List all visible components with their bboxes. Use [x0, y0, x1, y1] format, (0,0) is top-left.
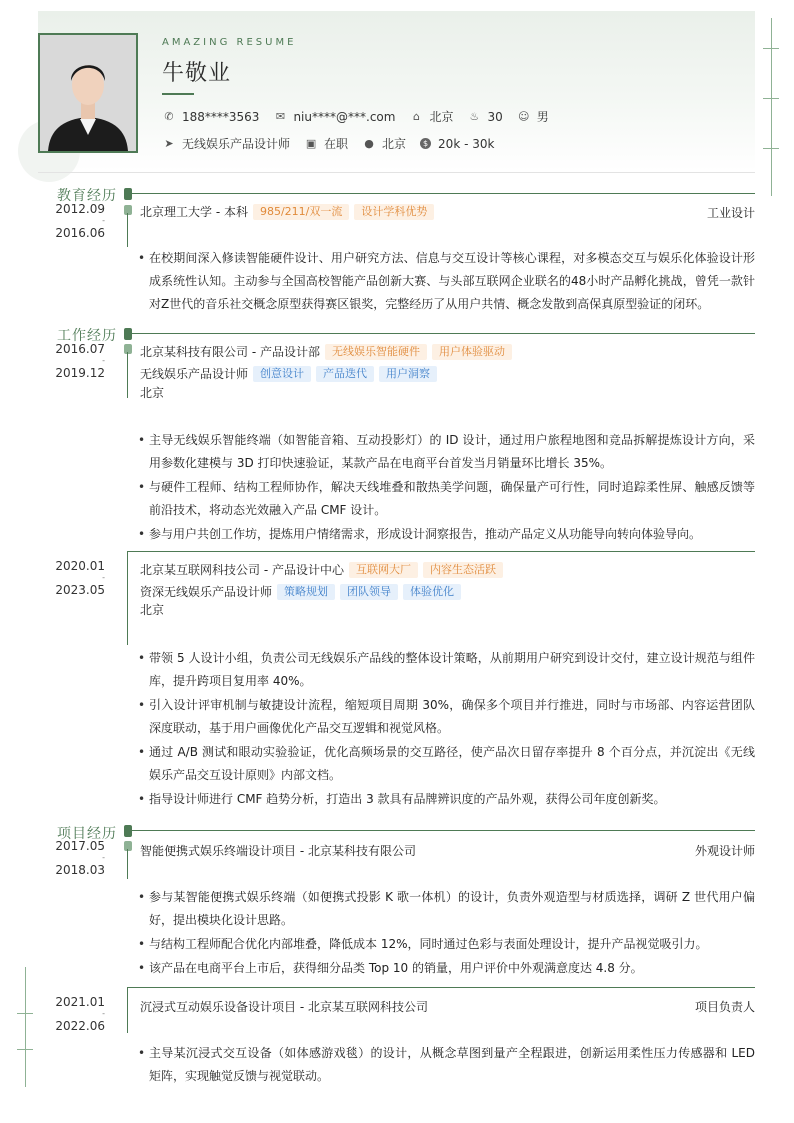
- list-item: • 与结构工程师配合优化内部堆叠，降低成本 12%，同时通过色彩与表面处理设计，提升产品视觉吸引力。: [138, 933, 755, 956]
- age-text: 30: [487, 109, 503, 124]
- section-marker: [124, 328, 132, 340]
- timeline-line: [127, 551, 128, 645]
- work1-company-row: [140, 343, 512, 360]
- date-separator: -: [102, 573, 105, 582]
- timeline-line: [127, 213, 128, 247]
- send-icon: ➤: [164, 137, 174, 150]
- edu-start-date: 2012.09: [55, 202, 105, 216]
- entry-divider: [128, 987, 755, 988]
- work2-role: 资深无线娱乐产品设计师: [140, 585, 273, 599]
- work1-company: 北京某科技有限公司 - 产品设计部: [140, 345, 320, 359]
- list-item: • 主导无线娱乐智能终端（如智能音箱、互动投影灯）的 ID 设计，通过用户旅程地图和竞品拆解提炼设计方向，采用参数化建模与 3D 打印快速验证，某款产品在电商平台首发当月销量环比增长 35%。: [138, 429, 755, 475]
- role-tag: 产品迭代: [316, 366, 374, 382]
- timeline-line: [127, 987, 128, 1033]
- work1-end-date: 2019.12: [55, 366, 105, 380]
- list-item: • 主导某沉浸式交互设备（如体感游戏毯）的设计，从概念草图到量产全程跟进，创新运用柔性压力传感器和 LED 矩阵，实现触觉反馈与视觉联动。: [138, 1042, 755, 1088]
- project2-role: 项目负责人: [694, 1000, 755, 1014]
- date-separator: -: [102, 1009, 105, 1018]
- edu-school-row: [140, 203, 434, 220]
- list-item: • 该产品在电商平台上市后，获得细分品类 Top 10 的销量，用户评价中外观满意度达 4.8 分。: [138, 957, 755, 980]
- phone-item: [162, 110, 259, 124]
- section-line: [128, 333, 755, 334]
- email-text: niu****@***.com: [293, 109, 396, 124]
- briefcase-icon: ▣: [305, 137, 317, 150]
- salary-icon: $: [420, 138, 431, 149]
- home-icon: ⌂: [412, 110, 420, 123]
- entry-marker: [124, 205, 132, 215]
- work2-description-list: [138, 647, 755, 812]
- work1-city: 北京: [140, 386, 165, 400]
- project1-role: 外观设计师: [694, 844, 755, 858]
- decorative-tick: [763, 148, 779, 149]
- candidate-name: 牛敬业: [162, 61, 232, 86]
- work1-start-date: 2016.07: [55, 342, 105, 356]
- section-title-projects: 项目经历: [57, 826, 117, 842]
- project1-name: 智能便携式娱乐终端设计项目 - 北京某科技有限公司: [140, 844, 416, 858]
- name-underline: [162, 93, 194, 95]
- date-separator: -: [102, 356, 105, 365]
- decorative-tick: [763, 48, 779, 49]
- project1-start-date: 2017.05: [55, 839, 105, 853]
- company-tag: 无线娱乐智能硬件: [325, 344, 427, 360]
- timeline-line: [127, 352, 128, 398]
- work2-role-row: [140, 583, 461, 600]
- work2-end-date: 2023.05: [55, 583, 105, 597]
- date-separator: -: [102, 216, 105, 225]
- face-icon: ☺: [518, 110, 530, 123]
- decorative-tick: [17, 1049, 33, 1050]
- section-marker: [124, 825, 132, 837]
- salary-item: [420, 137, 494, 151]
- work1-description-list: [138, 429, 755, 547]
- company-tag: 用户体验驱动: [432, 344, 512, 360]
- work2-start-date: 2020.01: [55, 559, 105, 573]
- target-city-text: 北京: [382, 137, 407, 151]
- section-title-education: 教育经历: [57, 188, 117, 204]
- work1-role-row: [140, 365, 437, 382]
- date-separator: -: [102, 853, 105, 862]
- phone-text: 188****3563: [182, 109, 260, 124]
- role-tag: 用户洞察: [379, 366, 437, 382]
- list-item: • 参与用户共创工作坊，提炼用户情绪需求，形成设计洞察报告，推动产品定义从功能导向转向体验导向。: [138, 523, 755, 546]
- location-pin-icon: ●: [364, 137, 374, 150]
- edu-description-list: [138, 247, 755, 317]
- target-position-text: 无线娱乐产品设计师: [182, 137, 291, 151]
- target-position-item: [162, 135, 290, 152]
- decorative-tick: [763, 98, 779, 99]
- project2-description-list: [138, 1042, 755, 1089]
- edu-end-date: 2016.06: [55, 226, 105, 240]
- work2-company-row: [140, 561, 503, 578]
- hometown-item: [409, 108, 453, 125]
- project2-name: 沉浸式互动娱乐设备设计项目 - 北京某互联网科技公司: [140, 1000, 428, 1014]
- status-text: 在职: [324, 137, 349, 151]
- timeline-line: [127, 849, 128, 879]
- role-tag: 团队领导: [340, 584, 398, 600]
- list-item: • 通过 A/B 测试和眼动实验验证，优化高频场景的交互路径，使产品次日留存率提升 8 个百分点，并沉淀出《无线娱乐产品交互设计原则》内部文档。: [138, 741, 755, 787]
- project1-description-list: [138, 886, 755, 981]
- project2-end-date: 2022.06: [55, 1019, 105, 1033]
- entry-marker: [124, 841, 132, 851]
- header-divider: [38, 172, 755, 173]
- email-item: [273, 110, 395, 124]
- resume-tagline: AMAZING RESUME: [162, 37, 297, 48]
- cake-icon: ♨: [469, 110, 480, 123]
- company-tag: 互联网大厂: [349, 562, 418, 578]
- section-line: [128, 830, 755, 831]
- edu-tag: 设计学科优势: [354, 204, 434, 220]
- entry-marker: [124, 344, 132, 354]
- company-tag: 内容生态活跃: [423, 562, 503, 578]
- section-marker: [124, 188, 132, 200]
- phone-icon: ✆: [164, 110, 174, 123]
- project2-start-date: 2021.01: [55, 995, 105, 1009]
- edu-tag: 985/211/双一流: [253, 204, 349, 220]
- salary-text: 20k - 30k: [438, 136, 495, 151]
- list-item: • 在校期间深入修读智能硬件设计、用户研究方法、信息与交互设计等核心课程，对多模态交互与娱乐化体验设计形成系统性认知。主动参与全国高校智能产品创新大赛、与头部互联网企业联名的48小时产品孵化挑战，曾凭一款针对Z世代的音乐社交概念原型获得赛区银奖，完整经历了从用户共情、概念发散到高保真原型验证的闭环。: [138, 247, 755, 316]
- project1-end-date: 2018.03: [55, 863, 105, 877]
- target-city-item: [362, 135, 406, 152]
- age-item: [467, 110, 502, 124]
- entry-divider: [128, 551, 755, 552]
- work2-company: 北京某互联网科技公司 - 产品设计中心: [140, 563, 344, 577]
- list-item: • 引入设计评审机制与敏捷设计流程，缩短项目周期 30%，确保多个项目并行推进，同时与市场部、内容运营团队深度联动，基于用户画像优化产品交互逻辑和视觉风格。: [138, 694, 755, 740]
- section-line: [128, 193, 755, 194]
- section-title-work: 工作经历: [57, 328, 117, 344]
- edu-school: 北京理工大学 - 本科: [140, 205, 248, 219]
- gender-text: 男: [536, 110, 549, 124]
- contact-row: [162, 108, 563, 125]
- list-item: • 指导设计师进行 CMF 趋势分析，打造出 3 款具有品牌辨识度的产品外观，获得公司年度创新奖。: [138, 788, 755, 811]
- profile-photo: [38, 33, 138, 153]
- mail-icon: ✉: [275, 110, 286, 123]
- list-item: • 与硬件工程师、结构工程师协作，解决天线堆叠和散热美学问题，确保量产可行性，同时追踪柔性屏、触感反馈等前沿技术，将动态光效融入产品 CMF 设计。: [138, 476, 755, 522]
- role-tag: 体验优化: [403, 584, 461, 600]
- gender-item: [517, 108, 549, 125]
- list-item: • 带领 5 人设计小组，负责公司无线娱乐产品线的整体设计策略，从前期用户研究到设计交付，建立设计规范与组件库，提升跨项目复用率 40%。: [138, 647, 755, 693]
- edu-major: 工业设计: [706, 206, 755, 220]
- status-item: [304, 135, 348, 152]
- list-item: • 参与某智能便携式娱乐终端（如便携式投影 K 歌一体机）的设计，负责外观造型与材质选择，调研 Z 世代用户偏好，提出模块化设计思路。: [138, 886, 755, 932]
- hometown-text: 北京: [429, 110, 454, 124]
- role-tag: 创意设计: [253, 366, 311, 382]
- role-tag: 策略规划: [277, 584, 335, 600]
- work2-city: 北京: [140, 603, 165, 617]
- decorative-line: [771, 18, 772, 196]
- work1-role: 无线娱乐产品设计师: [140, 367, 249, 381]
- job-intent-row: [162, 135, 508, 152]
